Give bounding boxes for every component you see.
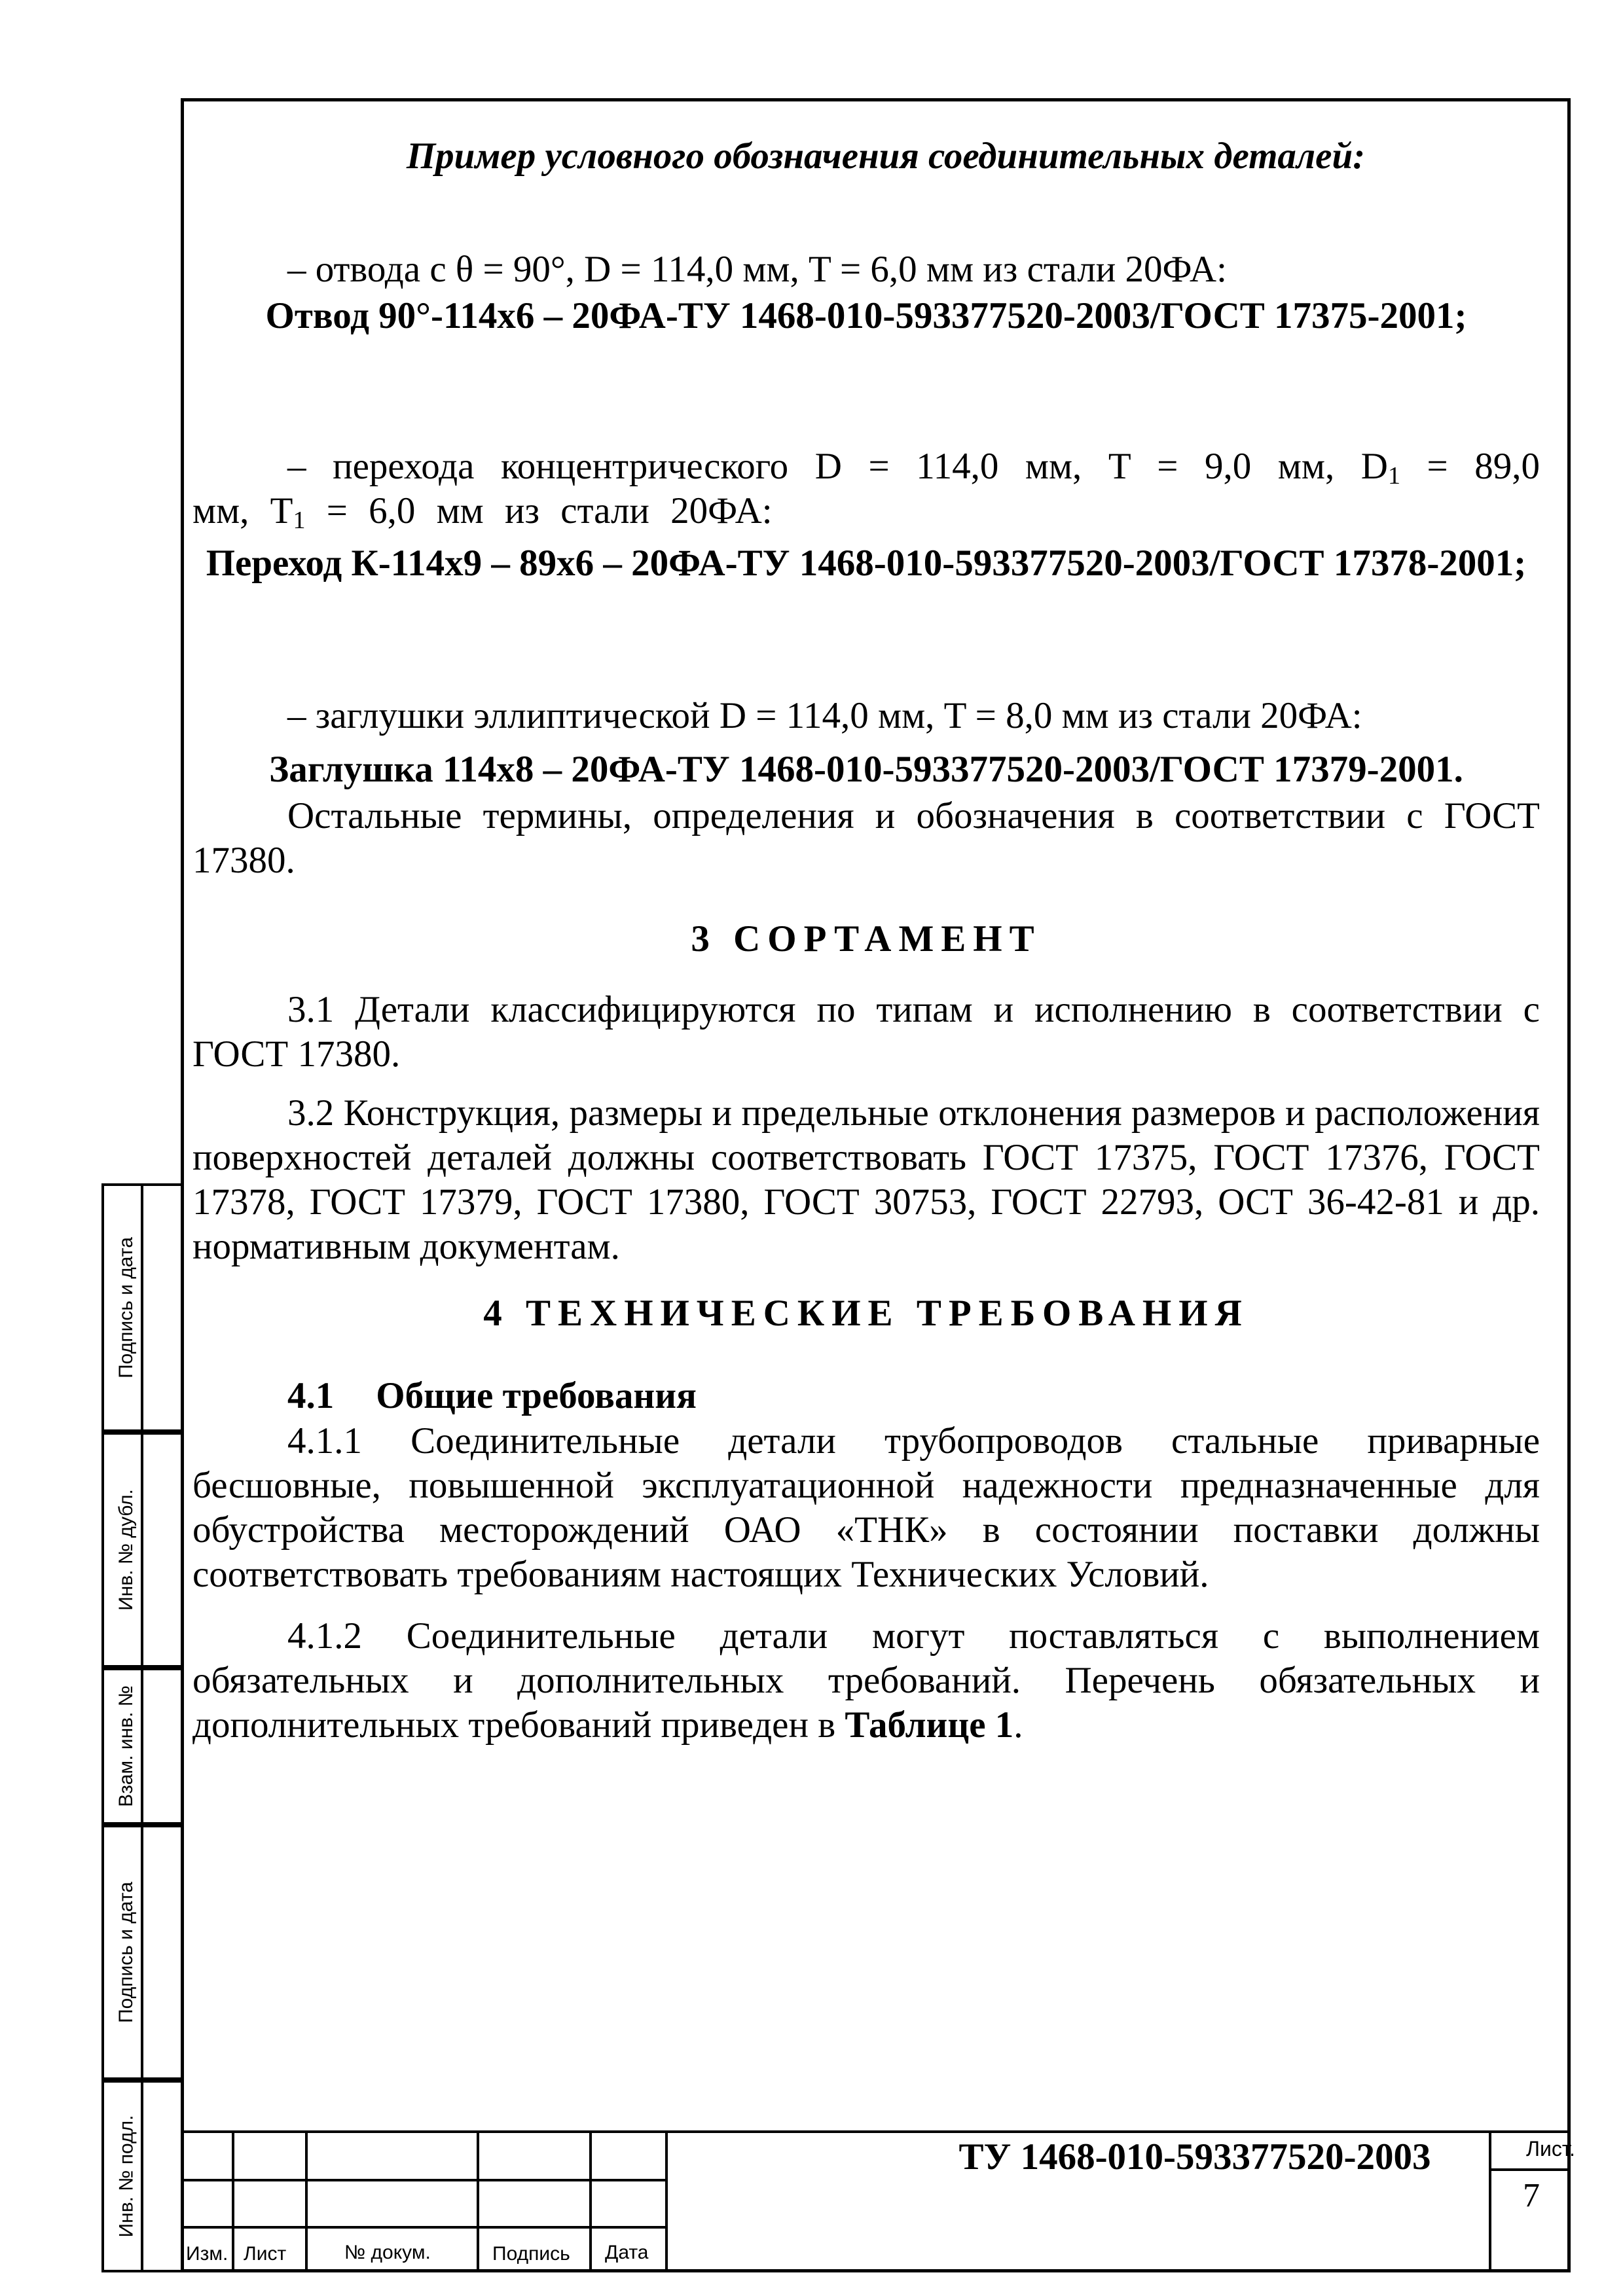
side-stamp-dup-inventory: Инв. № дубл. [101, 1432, 181, 1668]
column-sheet-label: Лист [244, 2243, 287, 2265]
subsection-number: 4.1 [287, 1375, 335, 1416]
document-body [192, 134, 1540, 1748]
example-heading: Пример условного обозначения соединительных деталей: [406, 135, 1366, 177]
column-signature-label: Подпись [492, 2243, 570, 2265]
side-stamp-signature-date-1: Подпись и дата [101, 1183, 181, 1432]
cap-designation: Заглушка 114х8 – 20ФА-ТУ 1468-010-593377520-2003/ГОСТ 17379-2001. [269, 749, 1463, 790]
section-3-title: 3 СОРТАМЕНТ [691, 918, 1042, 960]
column-document-label: № докум. [344, 2242, 431, 2263]
document-code: ТУ 1468-010-593377520-2003 [958, 2136, 1431, 2178]
section-4-title: 4 ТЕХНИЧЕСКИЕ ТРЕБОВАНИЯ [483, 1293, 1249, 1334]
table-reference: Таблице 1 [845, 1704, 1014, 1746]
side-stamp-original-inventory: Инв. № подл. [101, 2080, 181, 2272]
subsection-title: Общие требования [376, 1375, 697, 1416]
paragraph-4-1-2: 4.1.2 Соединительные детали могут поставляться с выполнением обязательных и дополнительных требований. Перечень обязательных и дополнительных требований приведен в Таблице 1. [192, 1615, 1540, 1746]
paragraph-3-1: 3.1 Детали классифицируются по типам и исполнению в соответствии с ГОСТ 17380. [192, 989, 1540, 1075]
side-stamp-signature-date-2: Подпись и дата [101, 1825, 181, 2080]
cap-description: – заглушки эллиптической D = 114,0 мм, T = 8,0 мм из стали 20ФА: [287, 695, 1362, 736]
paragraph-3-2: 3.2 Конструкция, размеры и предельные отклонения размеров и расположения поверхностей деталей должны соответствовать ГОСТ 17375, ГОСТ 17376, ГОСТ 17378, ГОСТ 17379, ГОСТ 17380, ГОСТ 30753, ГОСТ 22793, ОСТ 36-42-81 и др. нормативным документам. [192, 1092, 1540, 1267]
elbow-designation: Отвод 90°-114х6 – 20ФА-ТУ 1468-010-593377520-2003/ГОСТ 17375-2001; [265, 295, 1467, 336]
reducer-designation: Переход К-114х9 – 89х6 – 20ФА-ТУ 1468-010-593377520-2003/ГОСТ 17378-2001; [206, 543, 1527, 584]
reducer-description: – перехода концентрического D = 114,0 мм, T = 9,0 мм, $D_1 = 89,0$ мм, $T_1 = 6,0$ мм из стали 20ФА: [192, 446, 1540, 534]
column-date-label: Дата [605, 2242, 649, 2263]
subsection-4-1-heading [192, 1374, 1540, 1418]
elbow-description: – отвода с θ = 90°, D = 114,0 мм, T = 6,0 мм из стали 20ФА: [287, 249, 1227, 290]
side-stamp-replacement-inventory: Взам. инв. № [101, 1668, 181, 1825]
other-terms-paragraph: Остальные термины, определения и обозначения в соответствии с ГОСТ 17380. [192, 795, 1540, 881]
sheet-label: Лист. [1526, 2137, 1575, 2161]
sheet-number: 7 [1523, 2177, 1540, 2214]
column-change-label: Изм. [186, 2243, 228, 2265]
paragraph-4-1-1: 4.1.1 Соединительные детали трубопроводов стальные приварные бесшовные, повышенной эксплуатационной надежности предназначенные для обустройства месторождений ОАО «ТНК» в состоянии поставки должны соответствовать требованиям настоящих Технических Условий. [192, 1420, 1540, 1595]
title-block [181, 2130, 1575, 2272]
